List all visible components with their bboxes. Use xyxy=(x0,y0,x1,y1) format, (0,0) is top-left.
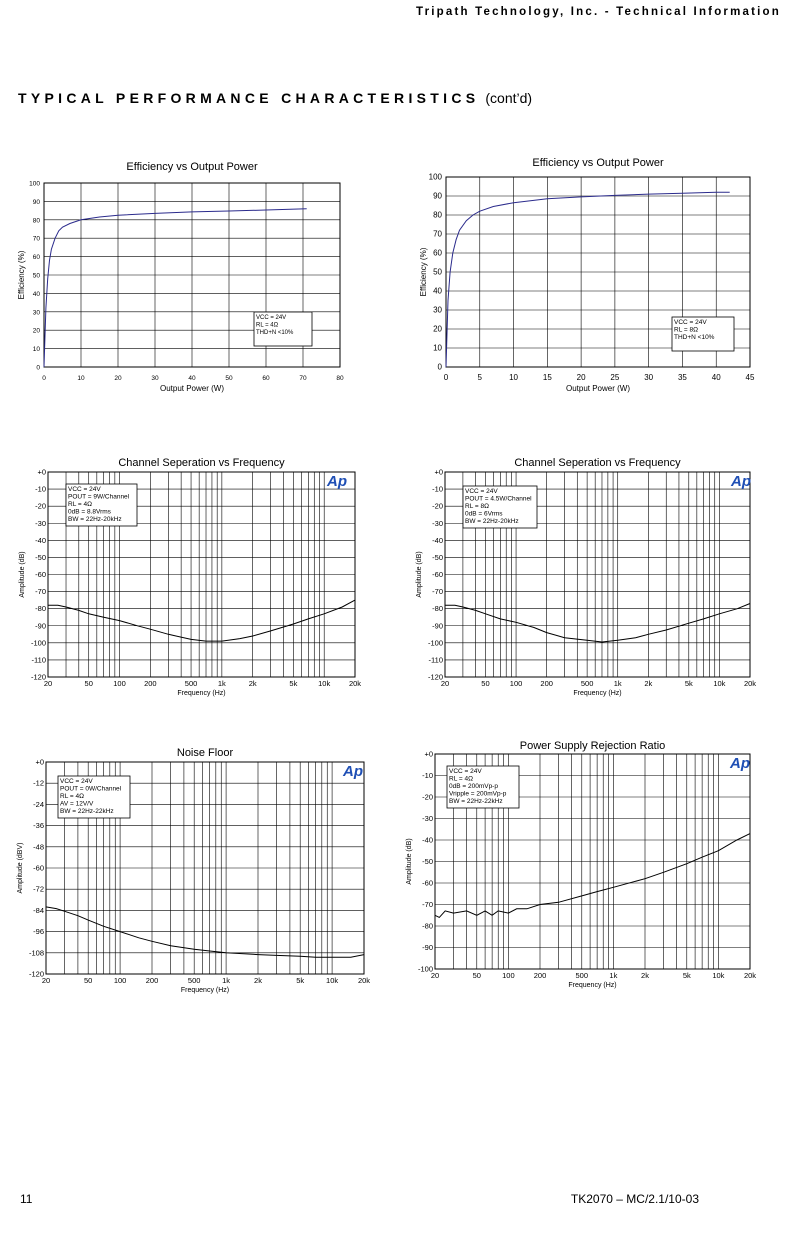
x-tick-label: 20k xyxy=(743,679,757,688)
x-tick-label: 80 xyxy=(336,375,344,382)
x-tick-label: 50 xyxy=(481,679,490,688)
x-tick-label: 40 xyxy=(188,375,196,382)
y-tick-label: -120 xyxy=(28,969,44,979)
y-tick-label: -60 xyxy=(35,570,46,579)
x-tick-label: 5k xyxy=(296,976,305,985)
y-tick-label: -60 xyxy=(33,863,44,873)
y-tick-label: -30 xyxy=(422,814,433,823)
x-tick-label: 50 xyxy=(225,375,233,382)
x-tick-label: 200 xyxy=(144,679,157,688)
y-tick-label: -80 xyxy=(432,604,443,614)
page-number: 11 xyxy=(20,1192,33,1206)
x-tick-label: 20 xyxy=(430,971,440,980)
efficiency-chart-4ohm xyxy=(0,150,370,405)
y-tick-label: -70 xyxy=(432,587,443,597)
y-tick-label: -30 xyxy=(35,518,46,528)
x-tick-label: 25 xyxy=(610,373,620,382)
y-tick-label: -40 xyxy=(422,835,433,845)
y-tick-label: -110 xyxy=(31,655,46,665)
y-tick-label: 10 xyxy=(433,343,442,353)
conditions-text: RL = 4Ω xyxy=(68,501,92,508)
x-tick-label: 35 xyxy=(677,373,687,382)
x-tick-label: 10k xyxy=(713,679,726,688)
y-tick-label: -40 xyxy=(432,535,443,545)
x-axis-label: Frequency (Hz) xyxy=(180,987,230,994)
x-tick-label: 1k xyxy=(613,679,622,688)
x-tick-label: 2k xyxy=(248,679,257,688)
y-tick-label: -70 xyxy=(422,900,433,909)
x-tick-label: 100 xyxy=(113,679,126,688)
x-tick-label: 500 xyxy=(184,679,198,688)
efficiency-chart-8ohm xyxy=(400,145,780,405)
y-tick-label: -20 xyxy=(432,501,443,511)
y-tick-label: 30 xyxy=(433,305,442,315)
conditions-text: BW = 22Hz-22kHz xyxy=(60,808,114,815)
y-tick-label: -10 xyxy=(35,484,46,494)
chart-title: Channel Seperation vs Frequency xyxy=(514,457,681,469)
x-axis-label: Frequency (Hz) xyxy=(177,690,226,697)
x-tick-label: 30 xyxy=(151,375,159,382)
chart-title: Channel Seperation vs Frequency xyxy=(118,457,285,469)
conditions-text: VCC = 24V xyxy=(256,315,287,321)
y-tick-label: -10 xyxy=(422,771,433,780)
y-axis-label: Amplitude (dB) xyxy=(19,551,26,598)
x-tick-label: 10 xyxy=(77,375,85,382)
chart-title: Power Supply Rejection Ratio xyxy=(519,740,666,752)
y-tick-label: 50 xyxy=(433,267,442,277)
conditions-text: POUT = 9W/Channel xyxy=(68,493,130,501)
psrr-chart xyxy=(395,732,780,995)
x-tick-label: 200 xyxy=(533,971,547,980)
x-axis-label: Output Power (W) xyxy=(159,384,225,393)
y-tick-label: 100 xyxy=(428,172,442,182)
y-tick-label: +0 xyxy=(424,749,433,759)
y-tick-label: -24 xyxy=(33,799,44,809)
y-tick-label: 90 xyxy=(32,198,40,206)
x-tick-label: 20 xyxy=(576,373,586,382)
conditions-text: RL = 4Ω xyxy=(60,793,84,800)
y-tick-label: 100 xyxy=(29,180,40,188)
x-tick-label: 5k xyxy=(682,971,691,980)
x-tick-label: 20k xyxy=(348,679,362,688)
y-tick-label: -50 xyxy=(422,857,433,866)
x-tick-label: 1k xyxy=(609,971,618,980)
x-tick-label: 50 xyxy=(84,976,93,985)
x-tick-label: 100 xyxy=(509,679,523,688)
y-tick-label: 50 xyxy=(32,272,40,280)
conditions-text: VCC = 24V xyxy=(449,768,482,775)
x-tick-label: 0 xyxy=(42,375,46,382)
section-title xyxy=(18,90,532,108)
x-tick-label: 5k xyxy=(289,679,298,688)
y-tick-label: -100 xyxy=(417,964,433,974)
y-tick-label: 40 xyxy=(433,286,442,296)
x-tick-label: 500 xyxy=(575,971,589,980)
conditions-text: 0dB = 8.8Vrms xyxy=(68,508,111,516)
y-tick-label: -50 xyxy=(432,552,443,562)
channel-separation-chart-8ohm xyxy=(400,450,780,702)
x-tick-label: 10 xyxy=(509,373,519,382)
conditions-text: VCC = 24V xyxy=(674,319,707,326)
x-tick-label: 40 xyxy=(711,373,721,382)
x-tick-label: 2k xyxy=(641,971,649,980)
y-tick-label: -120 xyxy=(427,672,443,682)
header-company-line: Tripath Technology, Inc. - Technical Information xyxy=(415,6,781,18)
y-tick-label: 20 xyxy=(32,327,40,335)
y-tick-label: 0 xyxy=(437,362,442,372)
y-tick-label: -20 xyxy=(35,501,46,511)
conditions-text: THD+N <10% xyxy=(256,330,294,336)
x-tick-label: 10k xyxy=(712,971,725,980)
chart-title: Efficiency vs Output Power xyxy=(126,161,258,173)
y-tick-label: 70 xyxy=(433,229,442,239)
ap-logo: Ap xyxy=(731,473,751,490)
y-tick-label: -60 xyxy=(422,878,433,888)
x-axis-label: Frequency (Hz) xyxy=(573,690,622,697)
x-tick-label: 20k xyxy=(357,976,371,985)
y-axis-label: Amplitude (dB) xyxy=(406,838,413,885)
ap-logo: Ap xyxy=(327,473,347,490)
conditions-text: RL = 8Ω xyxy=(465,503,489,510)
x-tick-label: 100 xyxy=(502,971,515,980)
x-tick-label: 500 xyxy=(187,976,201,985)
y-axis-label: Amplitude (dBV) xyxy=(17,842,24,894)
x-tick-label: 20k xyxy=(743,971,757,980)
conditions-text: RL = 4Ω xyxy=(449,775,473,783)
x-tick-label: 20 xyxy=(440,679,450,688)
x-tick-label: 0 xyxy=(443,373,449,382)
y-tick-label: -90 xyxy=(35,621,46,631)
document-id: TK2070 – MC/2.1/10-03 xyxy=(570,1192,699,1206)
ap-logo: Ap xyxy=(730,755,750,772)
x-tick-label: 20 xyxy=(43,679,53,688)
conditions-text: VCC = 24V xyxy=(68,486,101,493)
y-tick-label: -72 xyxy=(33,884,44,894)
x-tick-label: 5 xyxy=(477,373,483,382)
x-tick-label: 45 xyxy=(745,373,755,382)
y-axis-label: Efficiency (%) xyxy=(419,247,428,297)
section-title-text: TYPICAL PERFORMANCE CHARACTERISTICS xyxy=(18,90,480,106)
y-tick-label: -36 xyxy=(33,821,44,831)
y-tick-label: -48 xyxy=(33,842,44,852)
y-tick-label: -20 xyxy=(422,792,433,802)
conditions-text: POUT = 0W/Channel xyxy=(60,785,122,793)
conditions-text: THD+N <10% xyxy=(674,334,715,341)
x-axis-label: Frequency (Hz) xyxy=(568,982,617,989)
y-tick-label: -84 xyxy=(33,905,44,915)
x-tick-label: 10k xyxy=(326,976,339,985)
x-tick-label: 5k xyxy=(684,679,693,688)
conditions-text: BW = 22Hz-20kHz xyxy=(68,516,122,523)
noise-floor-chart xyxy=(0,738,380,1000)
y-tick-label: -100 xyxy=(427,638,443,648)
x-tick-label: 200 xyxy=(145,976,159,985)
x-tick-label: 60 xyxy=(262,375,270,382)
chart-title: Efficiency vs Output Power xyxy=(532,157,664,169)
y-tick-label: -50 xyxy=(35,552,46,562)
x-tick-label: 1k xyxy=(222,976,231,985)
conditions-text: AV = 12V/V xyxy=(60,800,94,808)
y-tick-label: +0 xyxy=(37,467,46,477)
y-tick-label: 70 xyxy=(32,235,40,243)
conditions-text: VCC = 24V xyxy=(60,778,93,785)
conditions-text: BW = 22Hz-20kHz xyxy=(465,518,519,525)
x-axis-label: Output Power (W) xyxy=(565,384,631,393)
y-tick-label: -96 xyxy=(33,927,44,937)
y-tick-label: +0 xyxy=(434,467,443,477)
y-tick-label: -30 xyxy=(432,518,443,528)
conditions-text: Vripple = 200mVp-p xyxy=(449,790,507,798)
y-tick-label: 30 xyxy=(32,309,40,317)
conditions-text: VCC = 24V xyxy=(465,488,498,495)
conditions-text: RL = 8Ω xyxy=(674,326,698,334)
conditions-text: POUT = 4.5W/Channel xyxy=(465,495,532,503)
y-tick-label: -12 xyxy=(33,778,44,788)
x-tick-label: 2k xyxy=(644,679,653,688)
y-tick-label: 20 xyxy=(433,324,442,334)
y-tick-label: -90 xyxy=(422,943,433,952)
section-title-suffix: (cont’d) xyxy=(485,90,533,106)
x-tick-label: 15 xyxy=(542,373,552,382)
y-tick-label: -100 xyxy=(30,638,46,648)
y-tick-label: 60 xyxy=(32,254,40,262)
conditions-text: 0dB = 6Vrms xyxy=(465,510,503,518)
y-tick-label: -120 xyxy=(30,672,46,682)
x-tick-label: 200 xyxy=(540,679,553,688)
x-tick-label: 30 xyxy=(644,373,654,382)
y-tick-label: -60 xyxy=(432,570,443,579)
y-tick-label: -80 xyxy=(35,604,46,614)
x-tick-label: 20 xyxy=(41,976,51,985)
x-tick-label: 10k xyxy=(318,679,331,688)
y-tick-label: 80 xyxy=(433,210,442,220)
conditions-text: 0dB = 200mVp-p xyxy=(449,783,498,790)
ap-logo: Ap xyxy=(343,763,363,780)
y-tick-label: -10 xyxy=(432,484,443,494)
x-tick-label: 20 xyxy=(114,375,122,382)
y-axis-label: Efficiency (%) xyxy=(17,250,26,300)
y-tick-label: 10 xyxy=(32,346,40,354)
conditions-text: BW = 22Hz-22kHz xyxy=(449,798,503,805)
y-tick-label: 40 xyxy=(32,290,40,298)
y-tick-label: -80 xyxy=(422,921,433,931)
y-tick-label: -70 xyxy=(35,587,46,597)
x-tick-label: 500 xyxy=(580,679,594,688)
x-tick-label: 50 xyxy=(84,679,93,688)
channel-separation-chart-4ohm xyxy=(0,450,375,700)
y-tick-label: +0 xyxy=(35,757,44,767)
y-tick-label: -110 xyxy=(428,655,443,665)
y-tick-label: -90 xyxy=(432,621,443,631)
x-tick-label: 2k xyxy=(254,976,262,985)
y-tick-label: 0 xyxy=(36,364,40,372)
y-tick-label: 90 xyxy=(433,191,442,201)
chart-title: Noise Floor xyxy=(176,747,234,759)
y-tick-label: -40 xyxy=(35,535,46,545)
y-axis-label: Amplitude (dB) xyxy=(416,551,423,598)
conditions-text: RL = 4Ω xyxy=(256,322,279,329)
y-tick-label: -108 xyxy=(28,948,44,958)
x-tick-label: 50 xyxy=(472,971,481,980)
y-tick-label: 80 xyxy=(32,217,40,225)
y-tick-label: 60 xyxy=(433,248,442,258)
x-tick-label: 1k xyxy=(217,679,226,688)
x-tick-label: 70 xyxy=(299,375,307,382)
x-tick-label: 100 xyxy=(113,976,127,985)
